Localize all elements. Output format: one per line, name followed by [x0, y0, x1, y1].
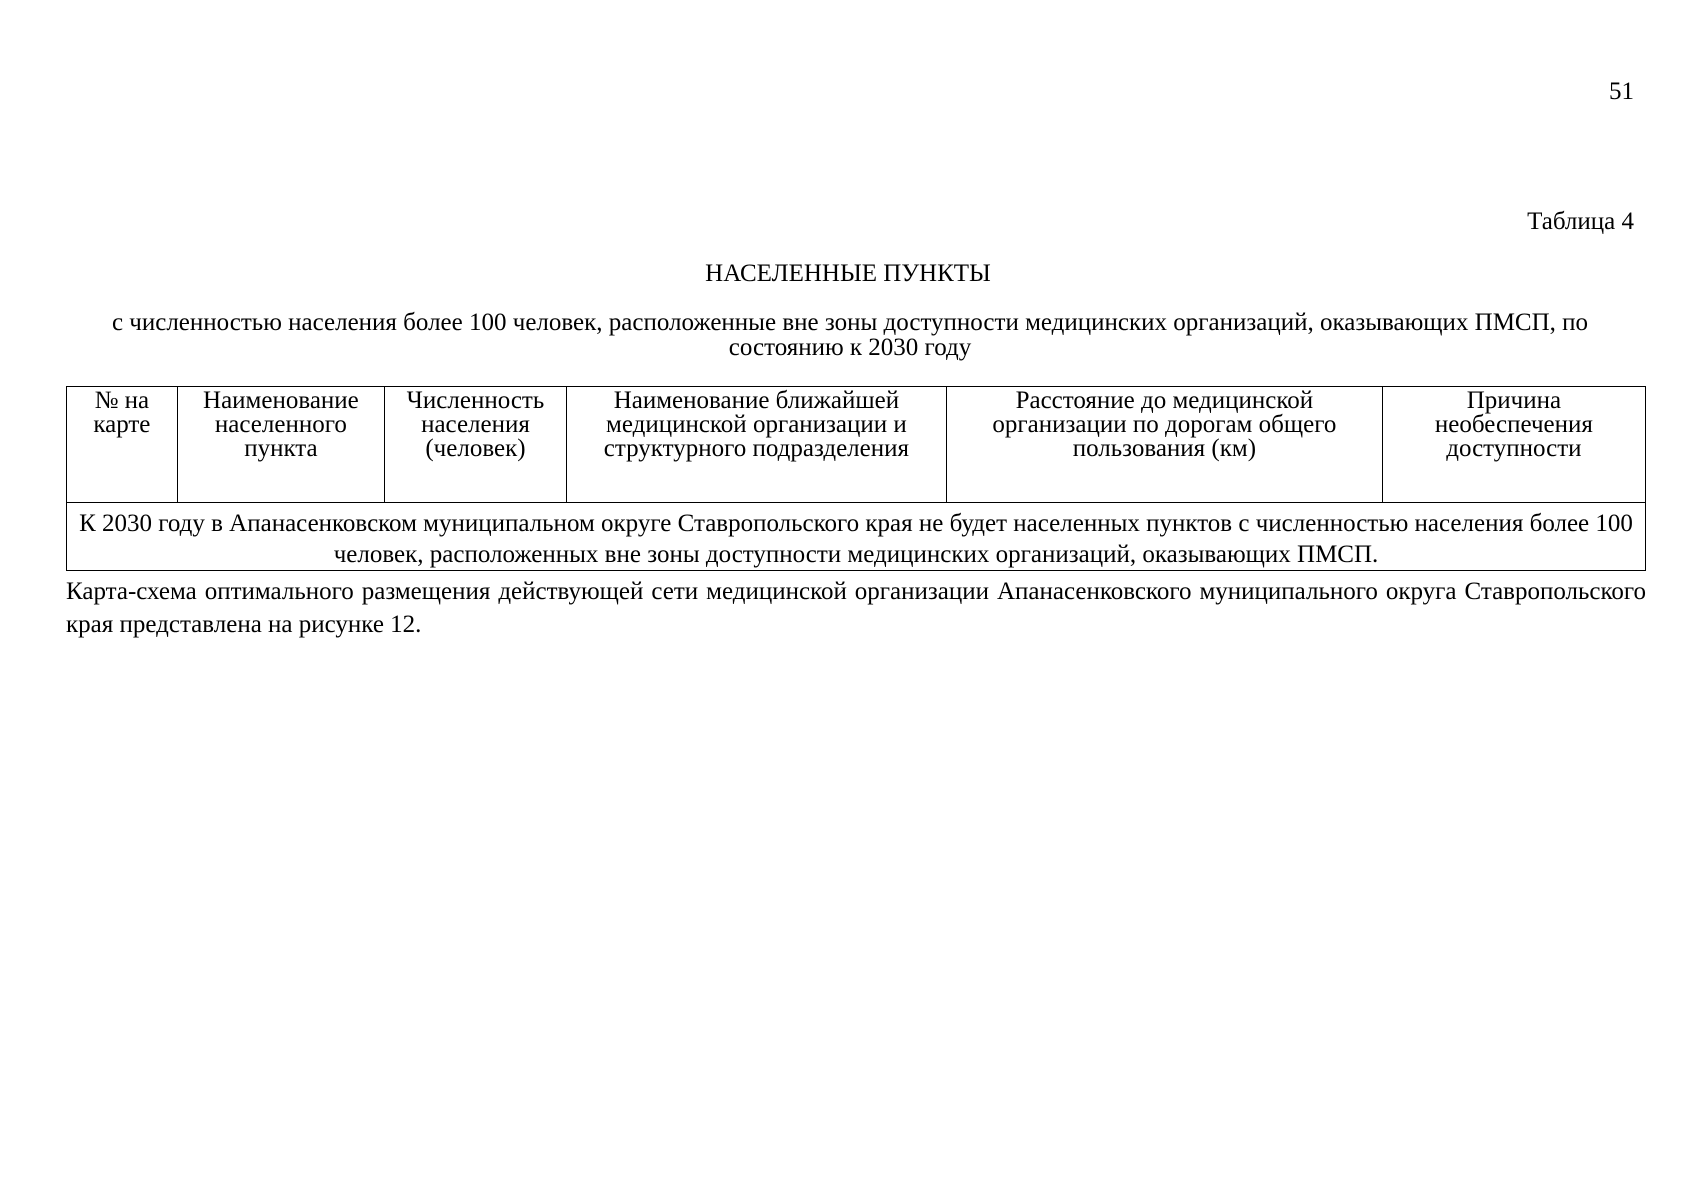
document-subtitle: с численностью населения более 100 человек, расположенные вне зоны доступности медицинских организаций, оказывающих ПМСП, по состоянию к 2030 году — [111, 309, 1589, 361]
header-distance: Расстояние до медицинской организации по дорогам общего пользования (км) — [946, 387, 1382, 503]
header-map-number: № на карте — [67, 387, 178, 503]
table-row — [67, 503, 1646, 571]
page-number: 51 — [1609, 78, 1634, 105]
settlements-table — [66, 386, 1646, 571]
table-caption: Таблица 4 — [1527, 208, 1634, 235]
table-note-cell: К 2030 году в Апанасенковском муниципальном округе Ставропольского края не будет населенных пунктов с численностью населения более 100 человек, расположенных вне зоны доступности медицинских организаций, оказывающих ПМСП. — [67, 503, 1646, 571]
footer-paragraph: Карта-схема оптимального размещения действующей сети медицинской организации Апанасенковского муниципального округа Ставропольского края представлена на рисунке 12. — [66, 578, 1646, 638]
header-reason: Причина необеспечения доступности — [1382, 387, 1645, 503]
header-nearest-organization: Наименование ближайшей медицинской организации и структурного подразделения — [566, 387, 946, 503]
header-population: Численность населения (человек) — [385, 387, 567, 503]
document-title: НАСЕЛЕННЫЕ ПУНКТЫ — [705, 260, 991, 287]
header-settlement-name: Наименование населенного пункта — [177, 387, 384, 503]
table-header-row — [67, 387, 1646, 503]
